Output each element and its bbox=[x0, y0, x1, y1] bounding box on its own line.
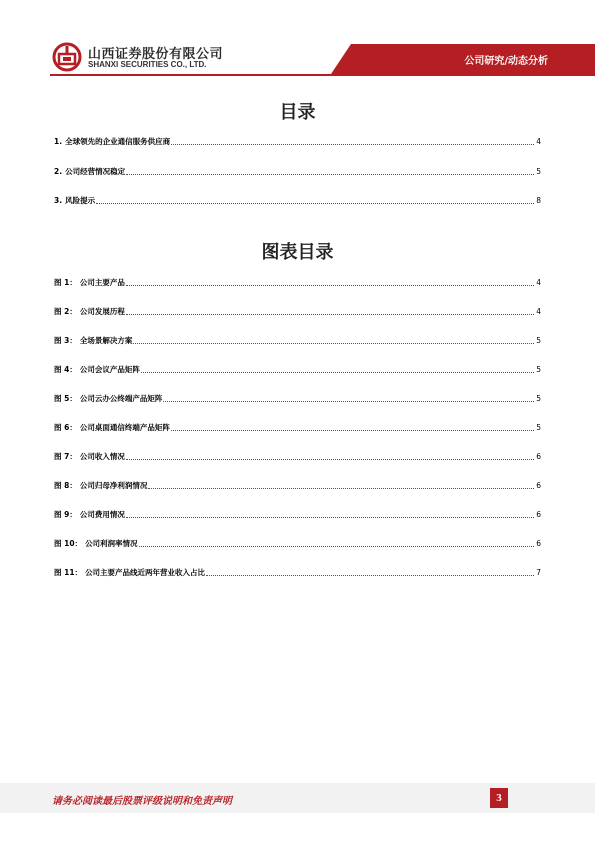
company-name-en: SHANXI SECURITIES CO., LTD. bbox=[88, 60, 207, 69]
dot-leader bbox=[171, 144, 534, 145]
figure-entry[interactable] bbox=[54, 450, 541, 462]
figure-entry-title: 公司费用情况 bbox=[79, 510, 125, 519]
figure-entry[interactable] bbox=[54, 276, 541, 288]
figure-entry-number: 图 6： bbox=[54, 423, 77, 432]
toc-entry[interactable] bbox=[54, 165, 541, 177]
figure-entry[interactable] bbox=[54, 537, 541, 549]
figure-entry-page: 5 bbox=[536, 365, 541, 374]
header-divider bbox=[50, 74, 595, 76]
figure-entry-number: 图 3： bbox=[54, 336, 77, 345]
dot-leader bbox=[139, 546, 535, 547]
figure-entry-number: 图 5： bbox=[54, 394, 77, 403]
figure-entry-title: 全场景解决方案 bbox=[79, 336, 133, 345]
figure-entry-title: 公司会议产品矩阵 bbox=[79, 365, 140, 374]
toc-entry-title: 全球领先的企业通信服务供应商 bbox=[65, 137, 171, 146]
toc-entry[interactable] bbox=[54, 135, 541, 147]
toc-entry-page: 4 bbox=[536, 137, 541, 146]
dot-leader bbox=[141, 372, 534, 373]
page-number-badge: 3 bbox=[490, 788, 508, 808]
figure-entry[interactable] bbox=[54, 334, 541, 346]
dot-leader bbox=[171, 430, 534, 431]
footer-disclaimer: 请务必阅读最后股票评级说明和免责声明 bbox=[52, 796, 232, 807]
dot-leader bbox=[126, 314, 534, 315]
dot-leader bbox=[126, 459, 534, 460]
toc-entry-number: 1. bbox=[54, 137, 63, 146]
toc-entry-page: 5 bbox=[536, 167, 541, 176]
figure-entry-title: 公司利润率情况 bbox=[85, 539, 138, 548]
figure-entry-page: 4 bbox=[536, 307, 541, 316]
toc-entry-page: 8 bbox=[536, 196, 541, 205]
figure-entry[interactable] bbox=[54, 508, 541, 520]
figure-entry-number: 图 8： bbox=[54, 481, 77, 490]
figure-entry-title: 公司主要产品线近两年营业收入占比 bbox=[85, 568, 206, 577]
figure-entry-page: 5 bbox=[536, 423, 541, 432]
figure-entry-number: 图 9： bbox=[54, 510, 77, 519]
figure-entry-page: 6 bbox=[536, 539, 541, 548]
toc-entry-title: 风险提示 bbox=[65, 196, 96, 205]
figure-entry-number: 图 10： bbox=[54, 539, 83, 548]
figure-entry-page: 5 bbox=[536, 394, 541, 403]
dot-leader bbox=[96, 203, 534, 204]
toc-entry-number: 2. bbox=[54, 167, 63, 176]
figure-entry-title: 公司收入情况 bbox=[79, 452, 125, 461]
figure-entry-page: 6 bbox=[536, 452, 541, 461]
report-type-label: 公司研究/动态分析 bbox=[464, 56, 548, 67]
figure-entry-title: 公司归母净利润情况 bbox=[79, 481, 148, 490]
dot-leader bbox=[148, 488, 534, 489]
figure-entry-number: 图 7： bbox=[54, 452, 77, 461]
figure-entry[interactable] bbox=[54, 479, 541, 491]
figure-entry[interactable] bbox=[54, 421, 541, 433]
figure-entry-title: 公司桌面通信终端产品矩阵 bbox=[79, 423, 170, 432]
figure-entry-number: 图 4： bbox=[54, 365, 77, 374]
figure-entry-number: 图 11： bbox=[54, 568, 83, 577]
toc-title: 目录 bbox=[279, 102, 316, 123]
dot-leader bbox=[163, 401, 534, 402]
toc-entry[interactable] bbox=[54, 194, 541, 206]
figure-entry-page: 7 bbox=[536, 568, 541, 577]
figure-entry[interactable] bbox=[54, 566, 541, 578]
figure-entry-page: 4 bbox=[536, 278, 541, 287]
figure-entry[interactable] bbox=[54, 392, 541, 404]
shanxi-securities-logo-icon bbox=[52, 42, 82, 72]
dot-leader bbox=[126, 174, 534, 175]
dot-leader bbox=[126, 517, 534, 518]
toc-entry-title: 公司经营情况稳定 bbox=[65, 167, 126, 176]
dot-leader bbox=[126, 285, 534, 286]
figure-entry[interactable] bbox=[54, 363, 541, 375]
figure-entry-title: 公司发展历程 bbox=[79, 307, 125, 316]
figure-entry-number: 图 1： bbox=[54, 278, 77, 287]
toc-entry-number: 3. bbox=[54, 196, 63, 205]
figure-entry-title: 公司云办公终端产品矩阵 bbox=[79, 394, 163, 403]
figure-entry-title: 公司主要产品 bbox=[79, 278, 125, 287]
figure-entry[interactable] bbox=[54, 305, 541, 317]
figure-entry-number: 图 2： bbox=[54, 307, 77, 316]
figure-entry-page: 6 bbox=[536, 510, 541, 519]
figure-entry-page: 6 bbox=[536, 481, 541, 490]
figure-list-title: 图表目录 bbox=[261, 242, 334, 263]
dot-leader bbox=[206, 575, 534, 576]
header-band bbox=[331, 44, 595, 74]
dot-leader bbox=[133, 343, 534, 344]
figure-entry-page: 5 bbox=[536, 336, 541, 345]
company-name-cn: 山西证券股份有限公司 bbox=[88, 47, 224, 62]
